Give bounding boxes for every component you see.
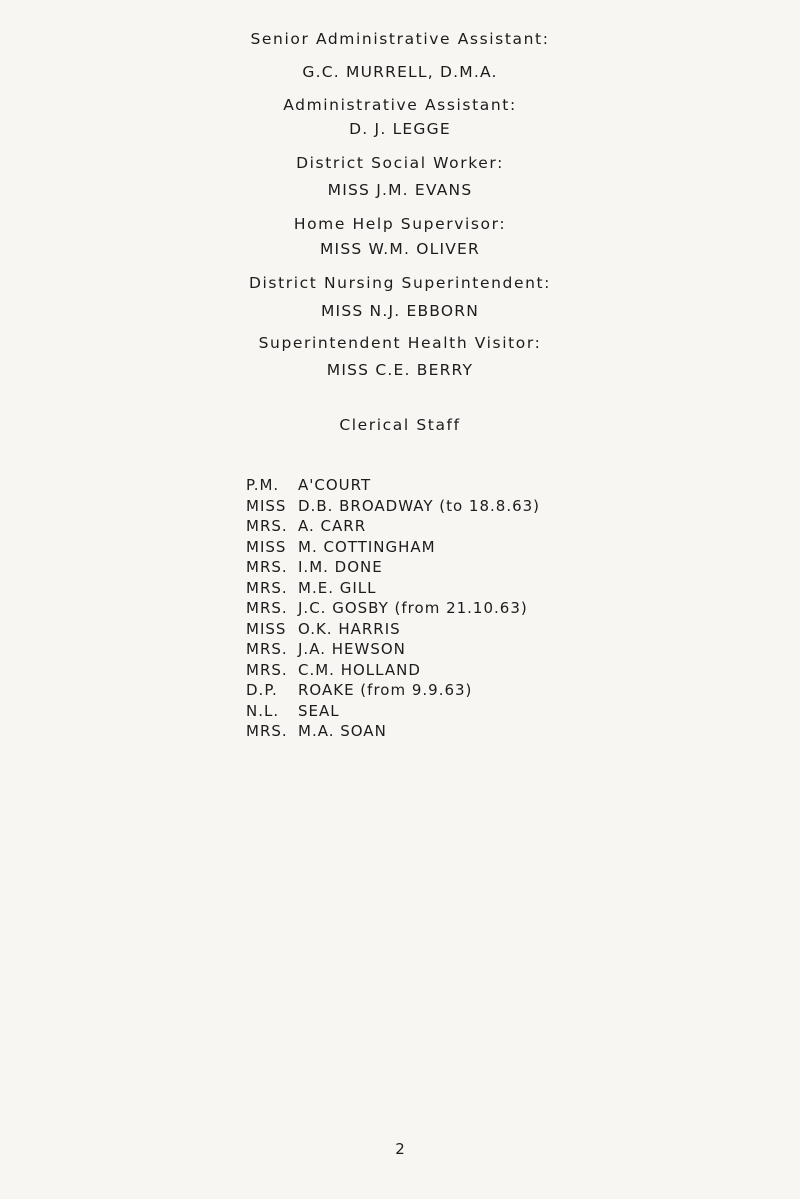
staff-name: J.A. HEWSON	[298, 640, 406, 658]
staff-name: SEAL	[298, 701, 340, 720]
staff-title: MRS.	[246, 517, 288, 535]
officer-role: Superintendent Health Visitor:	[258, 334, 542, 352]
officer-name: D. J. LEGGE	[349, 120, 451, 138]
officer-role: Administrative Assistant:	[283, 96, 517, 114]
staff-title: MISS	[246, 537, 287, 556]
staff-name: C.M. HOLLAND	[298, 660, 421, 679]
officer-role: Home Help Supervisor:	[293, 215, 507, 233]
list-item	[246, 578, 540, 599]
staff-title: MRS.	[246, 722, 288, 740]
clerical-staff-heading: Clerical Staff	[339, 416, 461, 434]
officer-role: District Social Worker:	[296, 154, 504, 172]
officer-name: MISS N.J. EBBORN	[320, 302, 480, 320]
list-item	[246, 496, 540, 517]
staff-name: A. CARR	[298, 517, 367, 535]
officer-name: G.C. MURRELL, D.M.A.	[302, 63, 498, 81]
staff-title: MRS.	[246, 640, 288, 658]
list-item	[246, 660, 540, 681]
list-item	[246, 619, 540, 640]
list-item	[246, 721, 540, 742]
staff-name: J.C. GOSBY (from 21.10.63)	[298, 599, 528, 617]
officer-name: MISS C.E. BERRY	[326, 361, 474, 379]
staff-title: D.P.	[246, 681, 278, 699]
list-item	[246, 516, 540, 537]
clerical-staff-list	[246, 475, 540, 742]
staff-title: MRS.	[246, 660, 288, 679]
staff-title: P.M.	[246, 476, 280, 494]
staff-title: MRS.	[246, 599, 288, 617]
staff-name: A'COURT	[298, 476, 372, 494]
list-item	[246, 598, 540, 619]
staff-title: MRS.	[246, 558, 288, 576]
list-item	[246, 680, 540, 701]
list-item	[246, 701, 540, 722]
officer-role: District Nursing Superintendent:	[248, 274, 552, 292]
officer-name: MISS W.M. OLIVER	[319, 240, 481, 258]
staff-name: M.E. GILL	[298, 578, 377, 597]
list-item	[246, 639, 540, 660]
staff-name: ROAKE (from 9.9.63)	[298, 681, 473, 699]
list-item	[246, 557, 540, 578]
staff-title: MISS	[246, 496, 287, 515]
officer-name: MISS J.M. EVANS	[327, 181, 473, 199]
page-number: 2	[395, 1140, 405, 1158]
staff-title: MRS.	[246, 578, 288, 597]
officer-role: Senior Administrative Assistant:	[250, 30, 550, 48]
staff-name: I.M. DONE	[298, 558, 383, 576]
staff-name: M.A. SOAN	[298, 722, 387, 740]
staff-name: D.B. BROADWAY (to 18.8.63)	[298, 496, 541, 515]
staff-title: MISS	[246, 619, 287, 638]
staff-name: M. COTTINGHAM	[298, 537, 436, 556]
staff-title: N.L.	[246, 701, 280, 720]
staff-name: O.K. HARRIS	[298, 619, 401, 638]
list-item	[246, 537, 540, 558]
list-item	[246, 475, 540, 496]
